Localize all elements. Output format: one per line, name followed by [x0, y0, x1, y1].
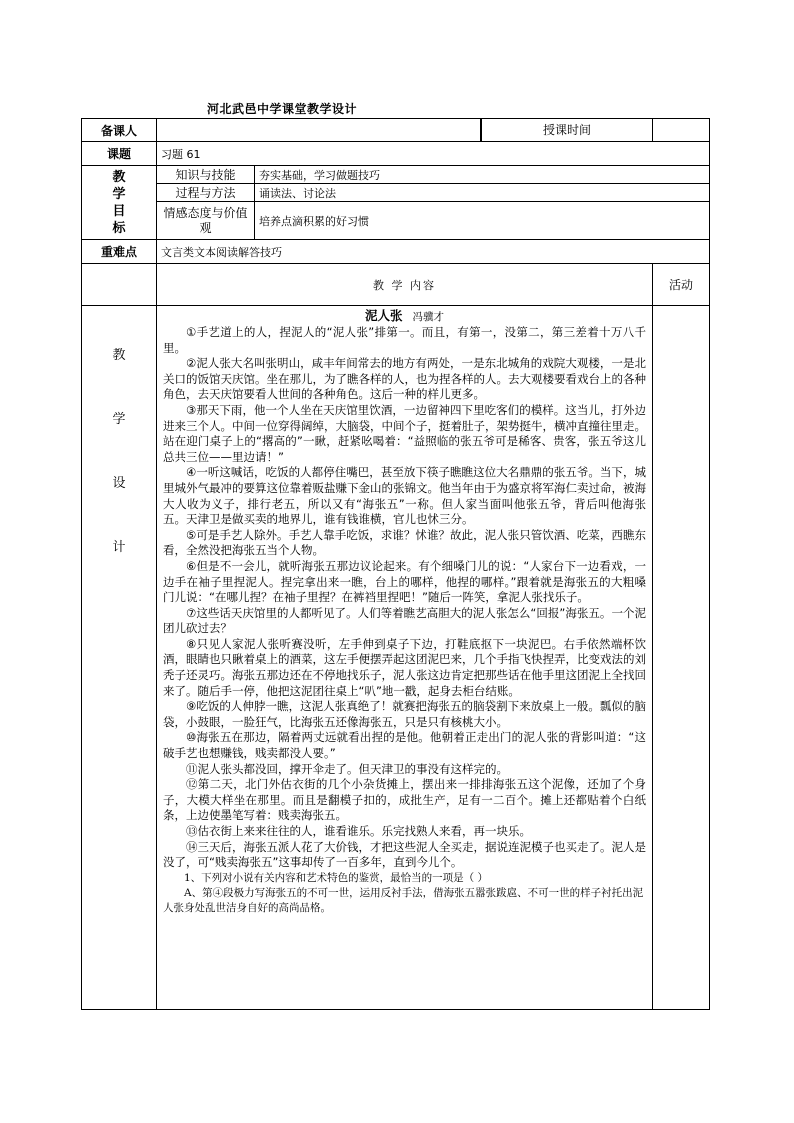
activity-cell: [653, 306, 710, 1010]
story-author: 冯骥才: [412, 311, 444, 323]
story-paragraph: ②泥人张大名叫张明山，咸丰年间常去的地方有两处，一是东北城角的戏院大观楼，一是北关口的饭馆天庆馆。坐在那儿，为了瞧各样的人，也为捏各样的人。去大观楼要看戏台上的各种角色，去天庆馆要看人世间的各种角色。这后一种的样儿更多。: [163, 356, 646, 402]
topic-label: 课题: [82, 142, 157, 166]
key-points-label: 重难点: [82, 240, 157, 264]
story-paragraph: ⑨吃饭的人伸脖一瞧，这泥人张真绝了！就赛把海张五的脑袋割下来放桌上一般。瓢似的脑袋，小鼓眼，一脸狂气，比海张五还像海张五，只是只有核桃大小。: [163, 699, 646, 729]
class-time-cell: [481, 119, 653, 142]
topic-value: 习题 61: [157, 142, 710, 166]
objective-value: 夯实基础，学习做题技巧: [255, 166, 710, 184]
key-points-row: [82, 240, 710, 264]
content-header-title: 教 学 内容: [157, 264, 653, 306]
story-paragraph: ⑬估衣街上来来往往的人，谁看谁乐。乐完找熟人来看，再一块乐。: [186, 824, 531, 838]
story-paragraph: ④一听这喊话，吃饭的人都停住嘴巴，甚至放下筷子瞧瞧这位大名鼎鼎的张五爷。当下，城里城外气最冲的要算这位靠着贩盐赚下金山的张锦文。他当年由于为盛京将军海仁卖过命，被海大人收为义子，排行老五，所以又有“海张五”一称。但人家当面叫他张五爷，背后叫他海张五。天津卫是做买卖的地界儿，谁有钱谁横，官儿也怵三分。: [163, 465, 646, 527]
question-option-a: A、第④段极力写海张五的不可一世，运用反衬手法，借海张五嚣张跋扈、不可一世的样子衬托出泥人张身处乱世洁身自好的高尚品格。: [163, 886, 644, 914]
key-points-value: 文言类文本阅读解答技巧: [157, 240, 710, 264]
story-title: 泥人张: [364, 308, 403, 323]
story-paragraph: ⑥但是不一会儿，就听海张五那边议论起来。有个细嗓门儿的说：“人家台下一边看戏，一边手在袖子里捏泥人。捏完拿出来一瞧，台上的哪样，他捏的哪样。”跟着就是海张五的大粗嗓门儿说：“在哪儿捏？在袖子里捏？在裤裆里捏吧！”随后一阵笑，拿泥人张找乐子。: [163, 558, 646, 605]
objective-row-3: [82, 202, 710, 240]
objectives-label-char: 标: [112, 220, 126, 236]
story-heading: [163, 308, 646, 325]
objective-name: 过程与方法: [157, 184, 255, 202]
content-row: [82, 306, 710, 1010]
document-title: 河北武邑中学课堂教学设计: [206, 102, 357, 116]
class-time-value: [653, 119, 710, 142]
design-label: [82, 306, 157, 1010]
objectives-label-char: 学: [112, 186, 126, 202]
story-paragraph: ③那天下雨，他一个人坐在天庆馆里饮酒，一边留神四下里吃客们的模样。这当儿，打外边进来三个人。中间一位穿得阔绰，大脑袋，中间个子，挺着肚子，架势挺牛，横冲直撞往里走。站在迎门桌子上的“撂高的”一瞅，赶紧吆喝着：“益照临的张五爷可是稀客、贵客，张五爷这儿总共三位——里边请！”: [163, 402, 646, 464]
story-paragraph: ⑭三天后，海张五派人花了大价钱，才把这些泥人全买走，据说连泥模子也买走了。泥人是没了，可“贱卖海张五”这事却传了一百多年，直到今儿个。: [163, 839, 646, 870]
header-row: [82, 119, 710, 142]
objectives-label: [82, 166, 157, 240]
objectives-label-char: 目: [112, 203, 126, 219]
prep-teacher-label: 备课人: [82, 119, 157, 142]
objective-value: 培养点滴积累的好习惯: [255, 202, 710, 240]
design-label-char: 学: [112, 412, 126, 427]
content-header-row: [82, 264, 710, 306]
lesson-plan-table: [81, 118, 710, 1010]
story-content: [157, 306, 653, 1010]
story-paragraph: ⑦这些话天庆馆里的人都听见了。人们等着瞧艺高胆大的泥人张怎么“回报”海张五。一个泥团儿砍过去？: [163, 605, 646, 636]
activity-label: 活动: [653, 264, 710, 306]
design-label-char: 计: [112, 540, 126, 555]
objective-name: 情感态度与价值观: [157, 202, 255, 240]
design-label-char: 教: [112, 348, 126, 363]
story-paragraph: ⑩海张五在那边，隔着两丈远就看出捏的是他。他朝着正走出门的泥人张的背影叫道：“这破手艺也想赚钱，贱卖都没人要。”: [163, 730, 646, 761]
objective-row-1: [82, 166, 710, 184]
story-paragraph: ⑧只见人家泥人张听赛没听，左手伸到桌子下边，打鞋底抠下一块泥巴。右手依然端杯饮酒，眼睛也只瞅着桌上的酒菜，这左手便摆弄起这团泥巴来，几个手指飞快捏弄，比变戏法的刘秃子还灵巧。海张五那边还在不停地找乐子，泥人张这边肯定把那些话在他手里这团泥上全找回来了。随后手一停，他把这泥团往桌上“叭”地一戳，起身去柜台结账。: [163, 636, 646, 698]
objective-value: 诵读法、讨论法: [255, 184, 710, 202]
question-text: 1、下列对小说有关内容和艺术特色的鉴赏，最恰当的一项是（ ）: [184, 871, 489, 884]
objectives-label-char: 教: [112, 169, 126, 185]
story-paragraph: ⑫第二天，北门外估衣街的几个小杂货摊上，摆出来一排排海张五这个泥像，还加了个身子，大模大样坐在那里。而且是翻模子扣的，成批生产，足有一二百个。摊上还都贴着个白纸条，上边使墨笔写着：贱卖海张五。: [163, 777, 646, 823]
objective-name: 知识与技能: [157, 166, 255, 184]
class-time-label: 授课时间: [481, 119, 652, 141]
design-label-char: 设: [112, 476, 126, 491]
prep-teacher-value: [157, 119, 481, 142]
content-header-blank: [82, 264, 157, 306]
story-paragraph: ⑪泥人张头都没回，撑开伞走了。但天津卫的事没有这样完的。: [186, 761, 508, 776]
story-paragraph: ⑤可是手艺人除外。手艺人靠手吃饭，求谁？怵谁？故此，泥人张只管饮酒、吃菜，西瞧东看，全然没把海张五当个人物。: [163, 527, 646, 558]
topic-row: [82, 142, 710, 166]
objective-row-2: [82, 184, 710, 202]
story-paragraph: ①手艺道上的人，捏泥人的“泥人张”排第一。而且，有第一，没第二，第三差着十万八千里。: [163, 325, 646, 355]
